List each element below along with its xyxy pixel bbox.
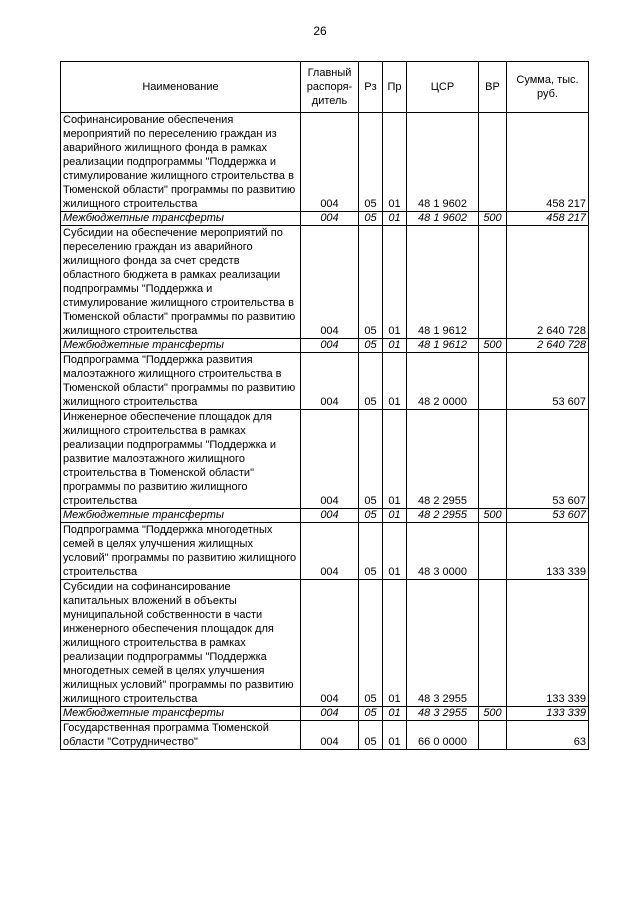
row-manager: 004 xyxy=(301,339,359,353)
row-name: Межбюджетные трансферты xyxy=(61,707,301,721)
row-vr xyxy=(479,410,507,509)
header-pr: Пр xyxy=(383,62,407,113)
table-row xyxy=(61,353,589,410)
row-sum: 63 xyxy=(507,721,589,750)
header-sum: Сумма, тыс. руб. xyxy=(507,62,589,113)
row-pr: 01 xyxy=(383,509,407,523)
table-header-row xyxy=(61,62,589,113)
table-row-transfer xyxy=(61,707,589,721)
row-manager: 004 xyxy=(301,523,359,580)
row-manager: 004 xyxy=(301,113,359,212)
row-pr: 01 xyxy=(383,113,407,212)
table-row-transfer xyxy=(61,339,589,353)
row-name: Софинансирование обеспечения мероприятий по переселению граждан из аварийного жилищного фонда в рамках реализации подпрограммы "Поддержка и стимулирование жилищного строительства в Тюменской области" программы по развитию жилищного строительства xyxy=(61,113,301,212)
row-pr: 01 xyxy=(383,707,407,721)
row-pr: 01 xyxy=(383,721,407,750)
row-name: Государственная программа Тюменской области "Сотрудничество" xyxy=(61,721,301,750)
row-name: Межбюджетные трансферты xyxy=(61,212,301,226)
row-csr: 48 1 9602 xyxy=(407,212,479,226)
table-row xyxy=(61,410,589,509)
row-vr xyxy=(479,113,507,212)
row-vr: 500 xyxy=(479,339,507,353)
row-name: Субсидии на софинансирование капитальных вложений в объекты муниципальной собственности в части инженерного обеспечения площадок для жилищного строительства в рамках реализации подпрограммы "Поддержка многодетных семей в целях улучшения жилищных условий" программы по развитию жилищного строительства xyxy=(61,580,301,707)
row-sum: 458 217 xyxy=(507,212,589,226)
row-rz: 05 xyxy=(359,410,383,509)
row-vr: 500 xyxy=(479,707,507,721)
row-vr: 500 xyxy=(479,509,507,523)
row-manager: 004 xyxy=(301,353,359,410)
row-csr: 48 1 9612 xyxy=(407,339,479,353)
budget-table xyxy=(60,61,589,750)
row-vr: 500 xyxy=(479,212,507,226)
table-row xyxy=(61,113,589,212)
row-manager: 004 xyxy=(301,707,359,721)
row-name: Субсидии на обеспечение мероприятий по переселению граждан из аварийного жилищного фонда за счет средств областного бюджета в рамках реализации подпрограммы "Поддержка и стимулирование жилищного строительства в Тюменской области" программы по развитию жилищного строительства xyxy=(61,226,301,339)
row-name: Подпрограмма "Поддержка многодетных семей в целях улучшения жилищных условий" программы по развитию жилищного строительства xyxy=(61,523,301,580)
row-vr xyxy=(479,523,507,580)
row-manager: 004 xyxy=(301,721,359,750)
row-rz: 05 xyxy=(359,580,383,707)
row-manager: 004 xyxy=(301,212,359,226)
row-csr: 48 2 2955 xyxy=(407,509,479,523)
row-name: Межбюджетные трансферты xyxy=(61,339,301,353)
row-sum: 133 339 xyxy=(507,707,589,721)
row-csr: 48 3 2955 xyxy=(407,580,479,707)
row-pr: 01 xyxy=(383,212,407,226)
row-csr: 48 3 2955 xyxy=(407,707,479,721)
row-pr: 01 xyxy=(383,226,407,339)
row-csr: 48 1 9612 xyxy=(407,226,479,339)
row-manager: 004 xyxy=(301,226,359,339)
row-sum: 133 339 xyxy=(507,523,589,580)
row-sum: 53 607 xyxy=(507,410,589,509)
row-pr: 01 xyxy=(383,523,407,580)
row-sum: 53 607 xyxy=(507,353,589,410)
row-csr: 48 2 0000 xyxy=(407,353,479,410)
row-name: Подпрограмма "Поддержка развития малоэтажного жилищного строительства в Тюменской области" программы по развитию жилищного строительства xyxy=(61,353,301,410)
table-row xyxy=(61,226,589,339)
table-row xyxy=(61,580,589,707)
row-name: Межбюджетные трансферты xyxy=(61,509,301,523)
row-rz: 05 xyxy=(359,721,383,750)
row-csr: 48 3 0000 xyxy=(407,523,479,580)
row-rz: 05 xyxy=(359,509,383,523)
row-rz: 05 xyxy=(359,523,383,580)
row-rz: 05 xyxy=(359,113,383,212)
row-vr xyxy=(479,353,507,410)
row-sum: 2 640 728 xyxy=(507,339,589,353)
row-sum: 133 339 xyxy=(507,580,589,707)
header-name: Наименование xyxy=(61,62,301,113)
row-rz: 05 xyxy=(359,226,383,339)
row-manager: 004 xyxy=(301,410,359,509)
row-manager: 004 xyxy=(301,509,359,523)
table-row-transfer xyxy=(61,212,589,226)
header-main-manager: Главный распоря-дитель xyxy=(301,62,359,113)
row-sum: 458 217 xyxy=(507,113,589,212)
row-rz: 05 xyxy=(359,212,383,226)
row-pr: 01 xyxy=(383,353,407,410)
row-sum: 2 640 728 xyxy=(507,226,589,339)
row-name: Инженерное обеспечение площадок для жилищного строительства в рамках реализации подпрограммы "Поддержка и развитие малоэтажного жилищного строительства в Тюменской области" программы по развитию жилищного строительства xyxy=(61,410,301,509)
row-pr: 01 xyxy=(383,410,407,509)
row-sum: 53 607 xyxy=(507,509,589,523)
row-pr: 01 xyxy=(383,580,407,707)
row-vr xyxy=(479,226,507,339)
table-row-transfer xyxy=(61,509,589,523)
page-number: 26 xyxy=(313,24,327,38)
row-csr: 66 0 0000 xyxy=(407,721,479,750)
row-rz: 05 xyxy=(359,339,383,353)
table-row xyxy=(61,721,589,750)
row-pr: 01 xyxy=(383,339,407,353)
row-csr: 48 2 2955 xyxy=(407,410,479,509)
header-vr: ВР xyxy=(479,62,507,113)
row-rz: 05 xyxy=(359,353,383,410)
row-vr xyxy=(479,721,507,750)
row-rz: 05 xyxy=(359,707,383,721)
row-manager: 004 xyxy=(301,580,359,707)
header-rz: Рз xyxy=(359,62,383,113)
table-row xyxy=(61,523,589,580)
row-csr: 48 1 9602 xyxy=(407,113,479,212)
row-vr xyxy=(479,580,507,707)
header-csr: ЦСР xyxy=(407,62,479,113)
